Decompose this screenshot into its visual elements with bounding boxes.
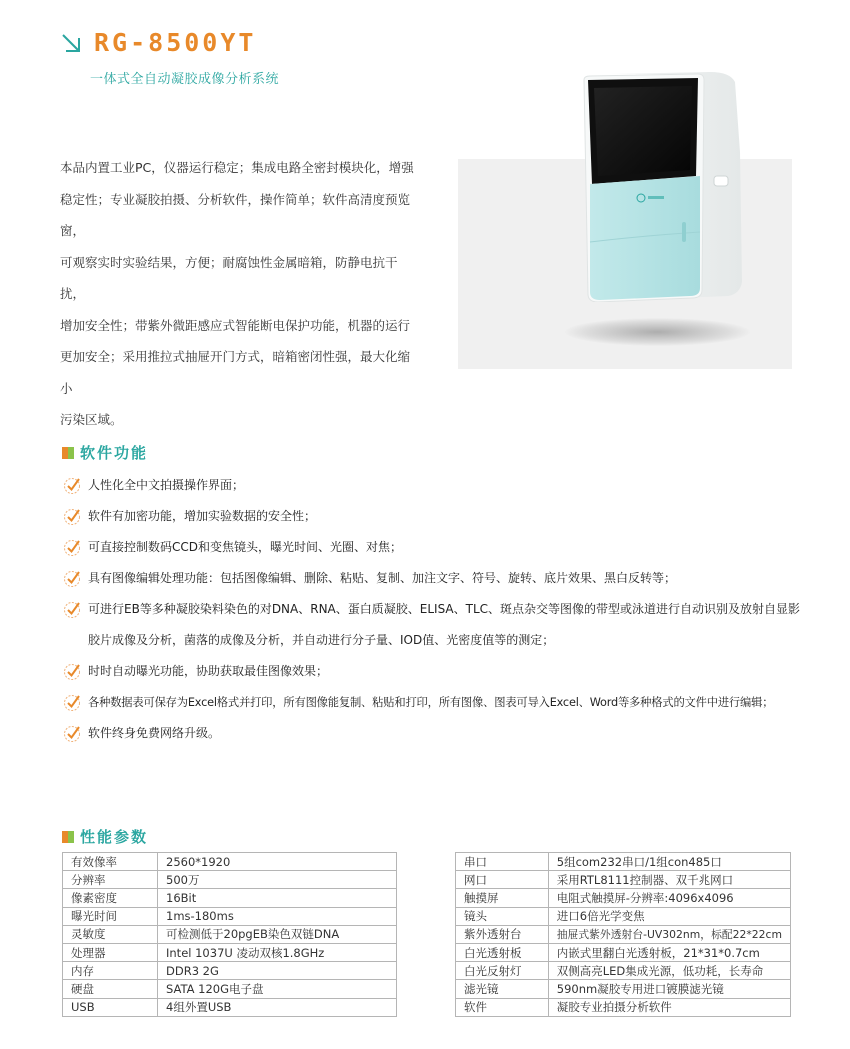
table-row: 紫外透射台 抽屉式紫外透射台-UV302nm，标配22*22cm bbox=[456, 925, 791, 943]
intro-line: 更加安全；采用推拉式抽屉开门方式，暗箱密闭性强，最大化缩小 bbox=[60, 349, 411, 396]
list-item bbox=[62, 594, 802, 656]
list-item bbox=[62, 532, 802, 563]
intro-line: 可观察实时实验结果，方便；耐腐蚀性金属暗箱，防静电抗干扰， bbox=[60, 254, 398, 301]
list-item bbox=[62, 687, 802, 718]
feature-text: 各种数据表可保存为Excel格式并打印，所有图像能复制、粘贴和打印，所有图像、图表可导入Excel、Word等多种格式的文件中进行编辑； bbox=[88, 696, 774, 709]
intro-text bbox=[60, 152, 415, 436]
table-row: 串口 5组com232串口/1组con485口 bbox=[456, 853, 791, 871]
arrow-down-right-icon bbox=[60, 32, 82, 54]
check-badge-icon bbox=[62, 691, 84, 713]
table-row: 处理器 Intel 1037U 凌动双核1.8GHz bbox=[63, 943, 397, 961]
list-item bbox=[62, 501, 802, 532]
feature-text: 软件有加密功能，增加实验数据的安全性； bbox=[88, 509, 317, 523]
table-row: 软件 凝胶专业拍摄分析软件 bbox=[456, 998, 791, 1016]
section-marker-icon bbox=[62, 831, 74, 843]
model-title: RG-8500YT bbox=[94, 28, 257, 57]
table-row: 曝光时间 1ms-180ms bbox=[63, 907, 397, 925]
table-row: 灵敏度 可检测低于20pgEB染色双链DNA bbox=[63, 925, 397, 943]
product-shadow bbox=[565, 318, 750, 346]
table-row: 硬盘 SATA 120G电子盘 bbox=[63, 980, 397, 998]
table-row: 镜头 进口6倍光学变焦 bbox=[456, 907, 791, 925]
check-badge-icon bbox=[62, 567, 84, 589]
check-badge-icon bbox=[62, 660, 84, 682]
table-row: 内存 DDR3 2G bbox=[63, 962, 397, 980]
intro-line: 本品内置工业PC，仪器运行稳定；集成电路全密封模块化，增强 bbox=[60, 160, 414, 175]
product-subtitle: 一体式全自动凝胶成像分析系统 bbox=[90, 72, 280, 87]
table-row: 白光反射灯 双侧高亮LED集成光源，低功耗，长寿命 bbox=[456, 962, 791, 980]
software-section-title: 软件功能 bbox=[62, 442, 148, 463]
spec-table-right bbox=[455, 852, 791, 1017]
table-row: 分辨率 500万 bbox=[63, 871, 397, 889]
gel-imager-device-image bbox=[580, 72, 748, 302]
intro-line: 稳定性；专业凝胶拍摄、分析软件，操作简单；软件高清度预览窗， bbox=[60, 191, 411, 238]
table-row: 有效像率 2560*1920 bbox=[63, 853, 397, 871]
check-badge-icon bbox=[62, 536, 84, 558]
feature-text: 具有图像编辑处理功能：包括图像编辑、删除、粘贴、复制、加注文字、符号、旋转、底片效果、黑白反转等； bbox=[88, 571, 677, 585]
table-row: USB 4组外置USB bbox=[63, 998, 397, 1016]
list-item bbox=[62, 563, 802, 594]
specs-section-title: 性能参数 bbox=[62, 826, 148, 847]
table-row: 触摸屏 电阻式触摸屏-分辨率:4096x4096 bbox=[456, 889, 791, 907]
feature-text: 人性化全中文拍摄操作界面； bbox=[88, 478, 245, 492]
check-badge-icon bbox=[62, 505, 84, 527]
table-row: 白光透射板 内嵌式里翻白光透射板，21*31*0.7cm bbox=[456, 943, 791, 961]
check-badge-icon bbox=[62, 474, 84, 496]
feature-list bbox=[62, 470, 802, 749]
section-marker-icon bbox=[62, 447, 74, 459]
table-row: 网口 采用RTL8111控制器、双千兆网口 bbox=[456, 871, 791, 889]
feature-text: 时时自动曝光功能，协助获取最佳图像效果； bbox=[88, 664, 329, 678]
table-row: 像素密度 16Bit bbox=[63, 889, 397, 907]
spec-table-left bbox=[62, 852, 397, 1017]
feature-text: 软件终身免费网络升级。 bbox=[88, 726, 221, 740]
intro-line: 污染区域。 bbox=[60, 412, 123, 427]
list-item bbox=[62, 656, 802, 687]
list-item bbox=[62, 470, 802, 501]
table-row: 滤光镜 590nm凝胶专用进口镀膜滤光镜 bbox=[456, 980, 791, 998]
check-badge-icon bbox=[62, 722, 84, 744]
feature-text: 可直接控制数码CCD和变焦镜头，曝光时间、光圈、对焦； bbox=[88, 540, 403, 554]
check-badge-icon bbox=[62, 598, 84, 620]
intro-line: 增加安全性；带紫外微距感应式智能断电保护功能，机器的运行 bbox=[60, 317, 411, 333]
list-item bbox=[62, 718, 802, 749]
feature-text: 可进行EB等多种凝胶染料染色的对DNA、RNA、蛋白质凝胶、ELISA、TLC、斑点杂交等图像的带型或泳道进行自动识别及放射自显影胶片成像及分析，菌落的成像及分析，并自动进行分子量、IOD值、光密度值等的测定； bbox=[88, 602, 801, 647]
